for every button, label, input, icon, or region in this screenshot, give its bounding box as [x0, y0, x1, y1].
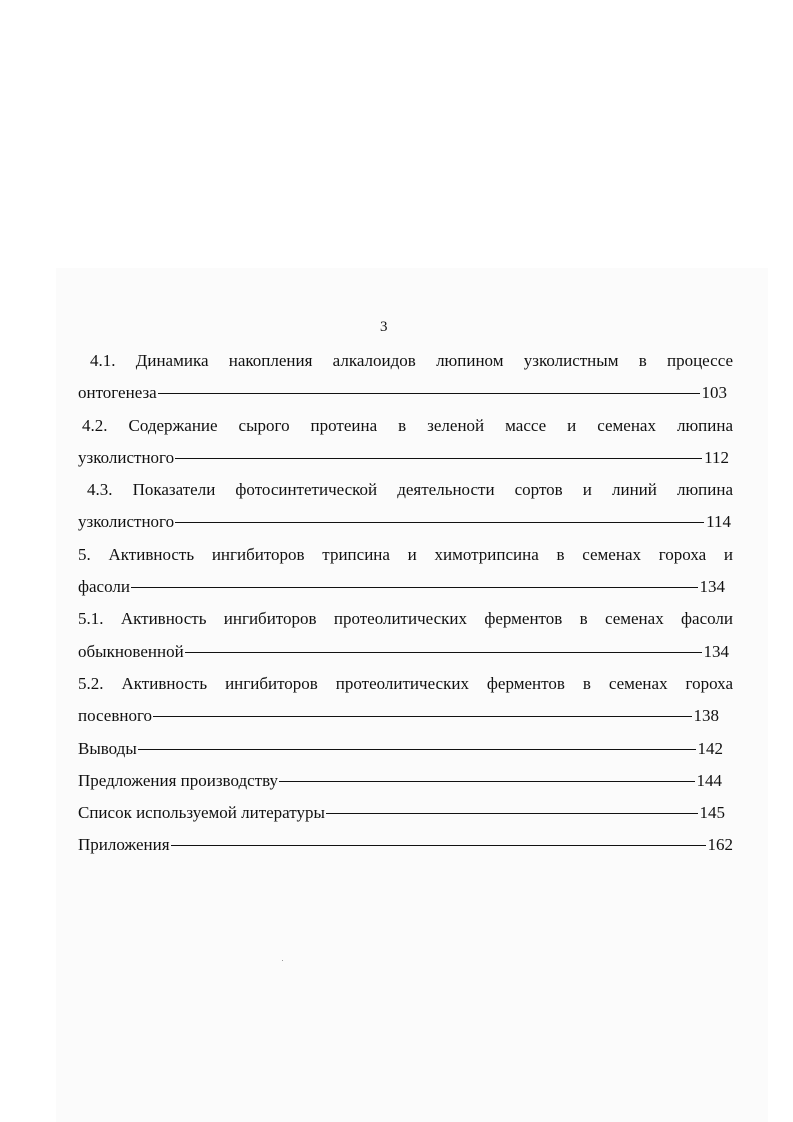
toc-entry-5-2 — [78, 668, 733, 733]
page-number: 3 — [380, 319, 388, 335]
leader-line — [185, 652, 702, 653]
toc-entry-title-end: узколистного — [78, 512, 175, 532]
toc-entry-5-1 — [78, 603, 733, 668]
toc-entry-bibliography — [78, 797, 733, 829]
toc-entry-4-2 — [78, 410, 733, 475]
scan-speck — [282, 960, 283, 961]
toc-page-number: 134 — [703, 641, 729, 661]
toc-entry-leader-line — [78, 765, 733, 797]
toc-entry-conclusions — [78, 733, 733, 765]
toc-entry-title: Приложения — [78, 835, 170, 855]
toc-entry-5 — [78, 539, 733, 604]
toc-entry-title: 5. Активность ингибиторов трипсина и химотрипсина в семенах гороха и — [78, 544, 733, 564]
leader-line — [138, 749, 696, 750]
toc-entry-leader-line — [78, 636, 733, 668]
toc-entry-title-end: онтогенеза — [78, 383, 157, 403]
toc-page-number: 138 — [693, 706, 719, 726]
toc-entry-title: Выводы — [78, 738, 137, 758]
toc-entry-4-1 — [78, 345, 733, 410]
toc-entry-title: 5.2. Активность ингибиторов протеолитических ферментов в семенах гороха — [78, 673, 733, 693]
toc-entry-leader-line — [78, 377, 733, 409]
toc-page-number: 112 — [704, 447, 729, 467]
table-of-contents — [78, 345, 733, 862]
toc-entry-leader-line — [78, 571, 733, 603]
toc-entry-proposals — [78, 765, 733, 797]
toc-entry-leader-line — [78, 797, 733, 829]
toc-entry-title: Список используемой литературы — [78, 803, 325, 823]
toc-entry-title: Предложения производству — [78, 770, 279, 790]
toc-entry-title: 4.1. Динамика накопления алкалоидов люпином узколистным в процессе — [90, 351, 733, 370]
toc-entry-title: 5.1. Активность ингибиторов протеолитических ферментов в семенах фасоли — [78, 609, 733, 629]
toc-entry-leader-line — [78, 733, 733, 765]
toc-entry-leader-line — [78, 700, 733, 732]
toc-entry-title-end: фасоли — [78, 577, 130, 597]
toc-entry-leader-line — [78, 829, 733, 861]
leader-line — [171, 845, 706, 846]
toc-entry-title: 4.2. Содержание сырого протеина в зеленой массе и семенах люпина — [82, 415, 733, 435]
leader-line — [279, 781, 694, 782]
toc-entry-leader-line — [78, 442, 733, 474]
toc-entry-title: 4.3. Показатели фотосинтетической деятельности сортов и линий люпина — [87, 480, 733, 500]
leader-line — [326, 813, 698, 814]
toc-page-number: 103 — [701, 383, 727, 403]
toc-entry-leader-line — [78, 506, 733, 538]
toc-entry-title-end: узколистного — [78, 447, 175, 467]
toc-page-number: 162 — [707, 835, 733, 855]
leader-line — [175, 458, 702, 459]
toc-page-number: 144 — [696, 770, 722, 790]
toc-entry-title-end: посевного — [78, 706, 152, 726]
leader-line — [175, 522, 704, 523]
toc-page-number: 114 — [706, 512, 731, 532]
leader-line — [158, 393, 700, 394]
toc-entry-title-end: обыкновенной — [78, 641, 184, 661]
toc-page-number: 142 — [697, 738, 723, 758]
toc-entry-4-3 — [78, 474, 733, 539]
toc-page-number: 134 — [699, 577, 725, 597]
toc-page-number: 145 — [699, 803, 725, 823]
leader-line — [153, 716, 692, 717]
toc-entry-appendices — [78, 829, 733, 861]
leader-line — [131, 587, 698, 588]
